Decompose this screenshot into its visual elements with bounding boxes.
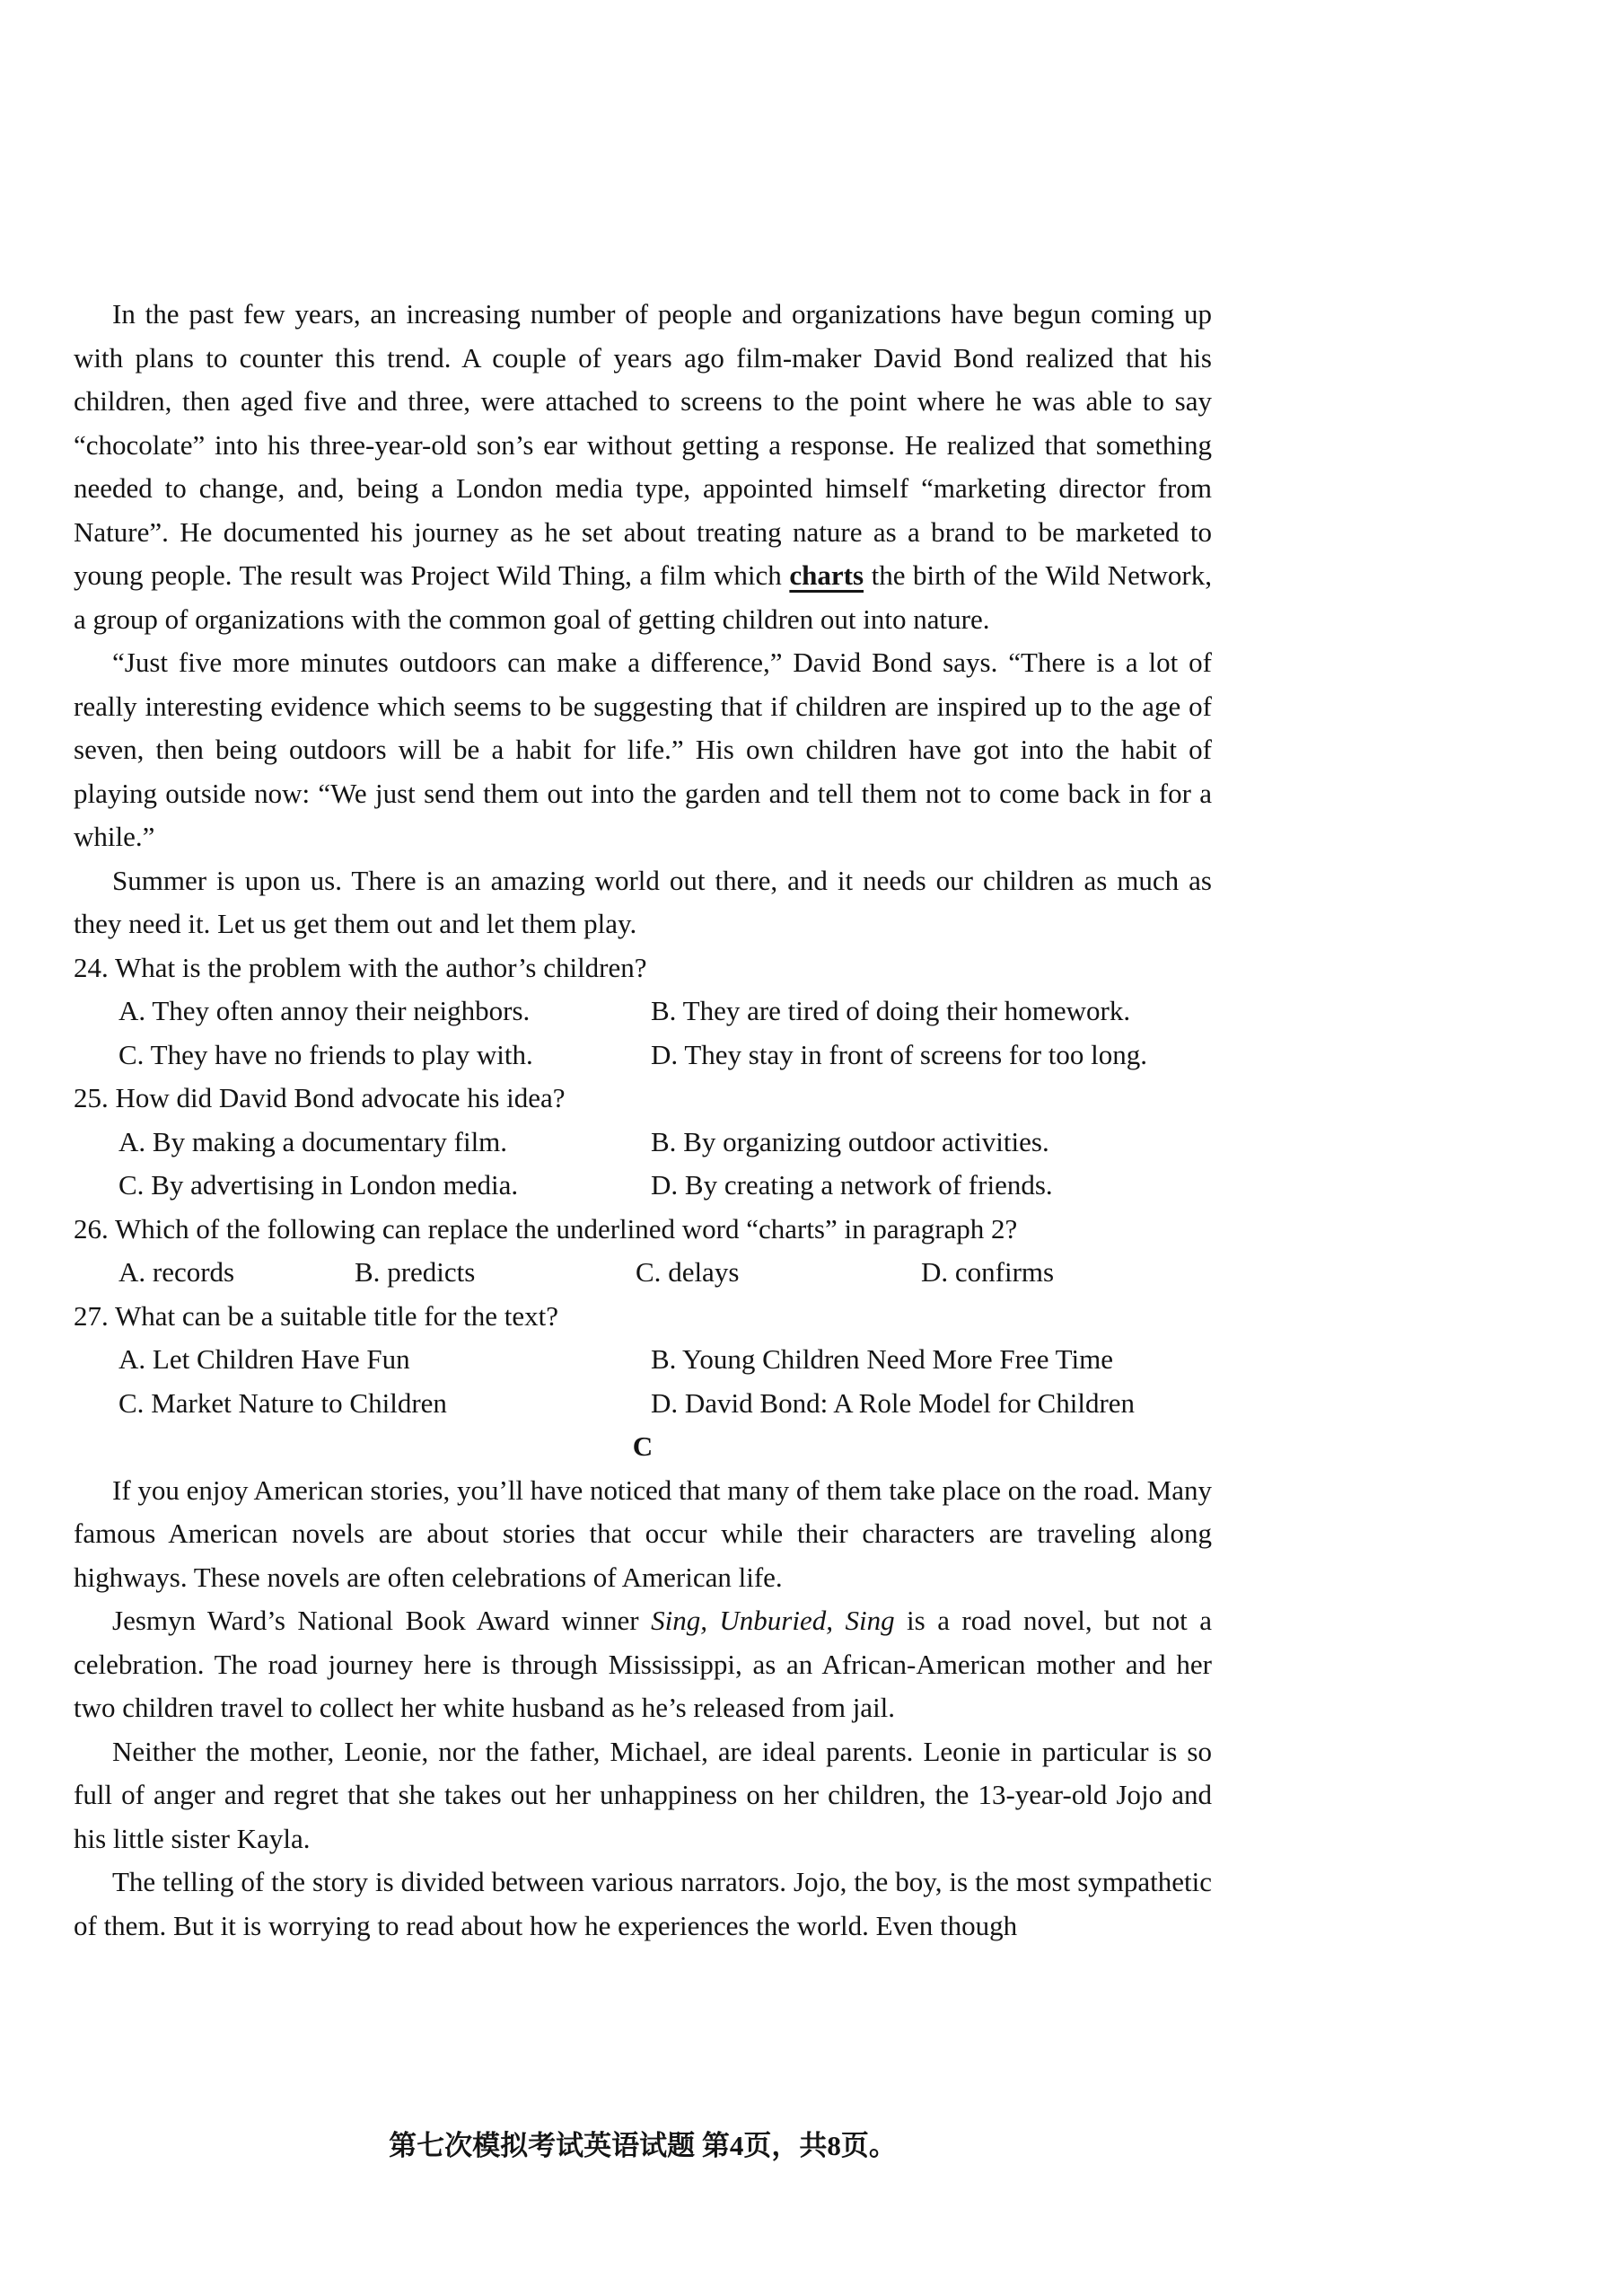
page-content (74, 293, 1212, 1948)
option-a (118, 990, 651, 1034)
option-a (118, 1338, 651, 1382)
option-label: A. (118, 1125, 146, 1157)
option-d (921, 1251, 1054, 1295)
question-25-options-row-2 (74, 1164, 1212, 1208)
option-label: B. (651, 995, 677, 1026)
option-text: delays (668, 1256, 740, 1288)
option-label: D. (651, 1038, 679, 1070)
option-c (118, 1382, 651, 1426)
option-label: C. (118, 1169, 145, 1201)
question-24-options-row-1 (74, 990, 1212, 1034)
passage-b-paragraph-1 (74, 293, 1212, 641)
option-text: Young Children Need More Free Time (682, 1343, 1113, 1375)
question-number: 27. (74, 1299, 109, 1332)
option-text: By organizing outdoor activities. (683, 1125, 1049, 1157)
option-c (118, 1164, 651, 1208)
option-text: By advertising in London media. (151, 1169, 519, 1201)
passage-c-paragraph-1: If you enjoy American stories, you’ll have noticed that many of them take place on the road. Many famous American novels are about stories that occur while their characters are traveling along highways. These novels are often celebrations of American life. (74, 1473, 1212, 1593)
question-27-options-row-1 (74, 1338, 1212, 1382)
option-label: D. (651, 1386, 679, 1419)
option-a (118, 1251, 355, 1295)
passage-b-paragraph-2: “Just five more minutes outdoors can make a difference,” David Bond says. “There is a lot of really interesting evidence which seems to be suggesting that if children are inspired up to the age of seven, then being outdoors will be a habit for life.” His own children have got into the habit of playing outside now: “We just send them out into the garden and tell them not to come back in for a while.” (74, 647, 1212, 852)
question-text: What can be a suitable title for the text? (114, 1299, 559, 1332)
option-label: B. (651, 1125, 677, 1157)
option-text: They stay in front of screens for too long. (684, 1038, 1148, 1070)
option-label: C. (118, 1386, 145, 1419)
paragraph-text: In the past few years, an increasing number of people and organizations have begun coming up with plans to counter this trend. A couple of years ago film-maker David Bond realized that his children, then aged five and three, were attached to screens to the point where he was able to say “chocolate” into his three-year-old son’s ear without getting a response. He realized that something needed to change, and, being a London media type, appointed himself “marketing director from Nature”. He documented his journey as he set about treating nature as a brand to be marketed to young people. The result was Project Wild Thing, a film which (74, 298, 1212, 591)
option-text: David Bond: A Role Model for Children (684, 1386, 1136, 1419)
question-24-stem (74, 946, 1212, 990)
option-label: D. (921, 1256, 949, 1288)
option-text: Market Nature to Children (151, 1386, 447, 1419)
page-footer: 第七次模拟考试英语试题 第4页，共8页。 (389, 2130, 897, 2161)
section-c-header: C (632, 1430, 654, 1462)
option-label: B. (651, 1343, 677, 1375)
option-c (118, 1034, 651, 1078)
option-label: C. (636, 1256, 662, 1288)
option-a (118, 1121, 651, 1165)
question-25-stem (74, 1077, 1212, 1121)
option-b (651, 1121, 1049, 1165)
paragraph-text: Jesmyn Ward’s National Book Award winner (112, 1605, 652, 1636)
passage-c-paragraph-2 (74, 1599, 1212, 1730)
option-d (651, 1034, 1147, 1078)
option-c (636, 1251, 921, 1295)
option-label: C. (118, 1038, 145, 1070)
question-text: Which of the following can replace the underlined word “charts” in paragraph 2? (114, 1212, 1018, 1245)
question-25-options-row-1 (74, 1121, 1212, 1165)
question-27-options-row-2 (74, 1382, 1212, 1426)
question-26-options-row (74, 1251, 1212, 1295)
option-text: confirms (954, 1256, 1055, 1288)
question-number: 26. (74, 1212, 109, 1245)
option-text: By making a documentary film. (152, 1125, 508, 1157)
option-d (651, 1382, 1135, 1426)
question-24-options-row-2 (74, 1034, 1212, 1078)
question-text: What is the problem with the author’s children? (114, 951, 647, 983)
novel-title-sing-unburied-sing: Sing, Unburied, Sing (651, 1605, 895, 1636)
option-text: Let Children Have Fun (152, 1343, 410, 1375)
question-number: 25. (74, 1082, 109, 1113)
option-label: A. (118, 1256, 146, 1288)
option-label: B. (355, 1256, 381, 1288)
question-26-stem (74, 1208, 1212, 1252)
option-b (355, 1251, 636, 1295)
question-text: How did David Bond advocate his idea? (115, 1082, 566, 1113)
option-text: They are tired of doing their homework. (682, 995, 1131, 1026)
question-27-stem (74, 1295, 1212, 1339)
option-label: A. (118, 995, 146, 1026)
underlined-word-charts: charts (789, 559, 864, 591)
passage-c-paragraph-3: Neither the mother, Leonie, nor the father, Michael, are ideal parents. Leonie in particular is so full of anger and regret that she takes out her unhappiness on her children, the 13-year-old Jojo and his little sister Kayla. (74, 1735, 1212, 1854)
option-text: By creating a network of friends. (684, 1169, 1053, 1201)
passage-b-paragraph-3: Summer is upon us. There is an amazing world out there, and it needs our children as much as they need it. Let us get them out and let them play. (74, 864, 1212, 939)
option-text: predicts (387, 1256, 476, 1288)
option-text: records (152, 1256, 235, 1288)
question-number: 24. (74, 951, 109, 983)
option-label: A. (118, 1343, 146, 1375)
paragraph-text: the birth of the Wild Network, a group of organizations with the common goal of getting children out into nature. (74, 559, 1212, 635)
option-b (651, 1338, 1113, 1382)
option-text: They have no friends to play with. (150, 1038, 533, 1070)
passage-c-paragraph-4: The telling of the story is divided between various narrators. Jojo, the boy, is the most sympathetic of them. But it is worrying to read about how he experiences the world. Even though (74, 1866, 1212, 1941)
option-d (651, 1164, 1053, 1208)
paragraph-text: is a road novel, but not a celebration. The road journey here is through Mississippi, as an African-American mother and her two children travel to collect her white husband as he’s released from jail. (74, 1605, 1212, 1723)
option-text: They often annoy their neighbors. (152, 995, 531, 1026)
option-b (651, 990, 1130, 1034)
option-label: D. (651, 1169, 679, 1201)
